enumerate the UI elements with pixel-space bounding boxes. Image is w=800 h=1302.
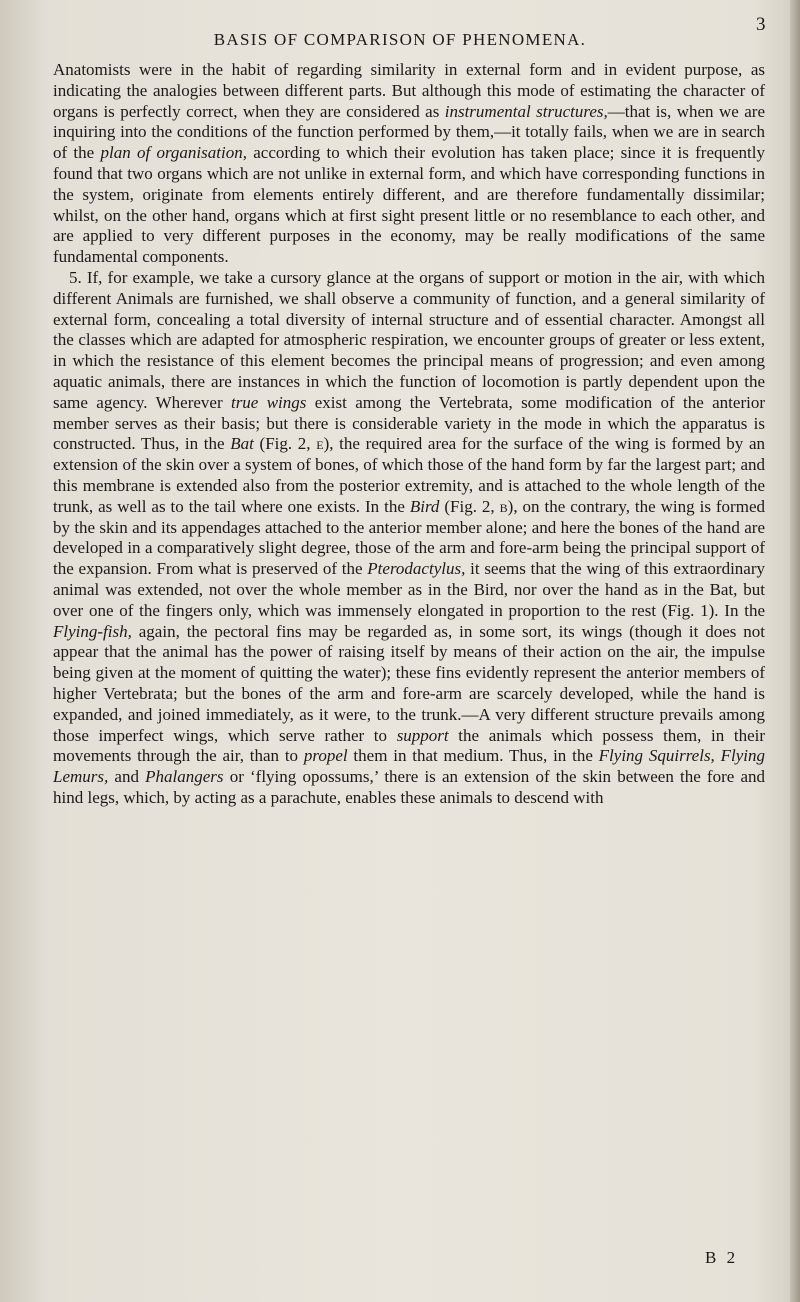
text-run: 5. If, for example, we take a cursory glance at the organs of support or motion in the air, with which different Animals are furnished, we shall observe a community of function, and a general similarity of external form, concealing a total diversity of internal structure and of essential character. Amongst all the classes which are adapted for atmospheric respiration, we encounter groups of greater or less extent, in which the resistance of this element becomes the principal means of progression; and even among aquatic animals, there are instances in which the function of locomotion is partly dependent upon the same agency. Wherever <box>53 267 765 412</box>
paragraph-5 <box>53 268 765 809</box>
italic-run: Pterodactylus, <box>367 559 466 579</box>
text-run: ), the required area for the surface of the wing is formed by an extension of the skin over a system of bones, of which those of the hand form by far the largest part; and this membrane is extended also from the posterior extremity, and is attached to the whole length of the trunk, as well as to the tail where one exists. In the <box>53 434 766 516</box>
figure-letter: e <box>316 434 324 454</box>
italic-run: Flying-fish, <box>53 621 132 641</box>
italic-run: Bird <box>409 496 440 516</box>
text-run: (Fig. 2, <box>439 496 500 516</box>
italic-run: propel <box>303 746 348 766</box>
text-run: or ‘flying opossums,’ there is an extension of the skin between the fore and hind legs, which, by acting as a parachute, enables these animals to descend with <box>53 767 766 807</box>
italic-run: instrumental structures, <box>444 101 608 121</box>
text-run: the animals which possess them, in their movements through the air, than to <box>53 725 765 766</box>
italic-run: Flying Squirrels, Flying Lemurs, <box>53 746 765 787</box>
italic-run: Bat <box>230 434 254 454</box>
text-run: Anatomists were in the habit of regarding similarity in external form and in evident purpose, as indicating the analogies between different parts. But although this mode of estimating the character of organs is perfectly correct, when they are considered as <box>53 60 765 121</box>
italic-run: Phalangers <box>145 767 224 787</box>
italic-run: plan of organisation, <box>100 143 247 163</box>
text-run: it seems that the wing of this extraordinary animal was extended, not over the whole member as in the Bird, nor over the hand as in the Bat, but over one of the fingers only, which was immensely elongated in proportion to the rest (Fig. 1). In the <box>53 559 765 620</box>
page-edge-shadow <box>790 0 800 1302</box>
text-run: exist among the Vertebrata, some modification of the anterior member serves as their basis; but there is considerable variety in the mode in which the apparatus is constructed. Thus, in the <box>53 392 765 454</box>
page-number: 3 <box>756 14 766 35</box>
italic-run: true wings <box>230 392 307 412</box>
text-run: ), on the contrary, the wing is formed by the skin and its appendages attached to the anterior member alone; and here the bones of the hand are developed in a comparatively slight degree, those of the arm and fore-arm being the principal support of the expansion. From what is preserved of the <box>53 496 765 579</box>
running-head-title: BASIS OF COMPARISON OF PHENOMENA. <box>213 30 587 49</box>
paragraph-continuation <box>53 60 765 268</box>
text-run: according to which their evolution has taken place; since it is frequently found that two organs which are not unlike in external form, and which have corresponding functions in the system, originate from elements entirely different, and are therefore fundamentally dissimilar; whilst, on the other hand, organs which at first sight present little or no resemblance to each other, and are applied to very different purposes in the economy, may be really modifications of the same fundamental components. <box>53 143 765 267</box>
running-head <box>0 8 800 48</box>
text-run: (Fig. 2, <box>253 434 317 454</box>
signature-mark: B 2 <box>705 1248 739 1267</box>
italic-run: support <box>396 725 449 745</box>
text-run: them in that medium. Thus, in the <box>347 746 599 766</box>
text-run: —that is, when we are inquiring into the conditions of the function performed by them,—it totally fails, when we are in search of the <box>53 101 765 163</box>
body-text <box>53 60 765 809</box>
text-run: and <box>108 767 146 787</box>
text-run: again, the pectoral fins may be regarded as, in some sort, its wings (though it does not appear that the animal has the power of raising itself by means of their action on the air, the impulse being given at the moment of quitting the water); these fins evidently represent the anterior members of higher Vertebrata; but the bones of the arm and fore-arm are scarcely developed, while the hand is expanded, and joined immediately, as it were, to the trunk.—A very different structure prevails among those imperfect wings, which serve rather to <box>53 621 765 745</box>
figure-letter: b <box>499 496 508 516</box>
